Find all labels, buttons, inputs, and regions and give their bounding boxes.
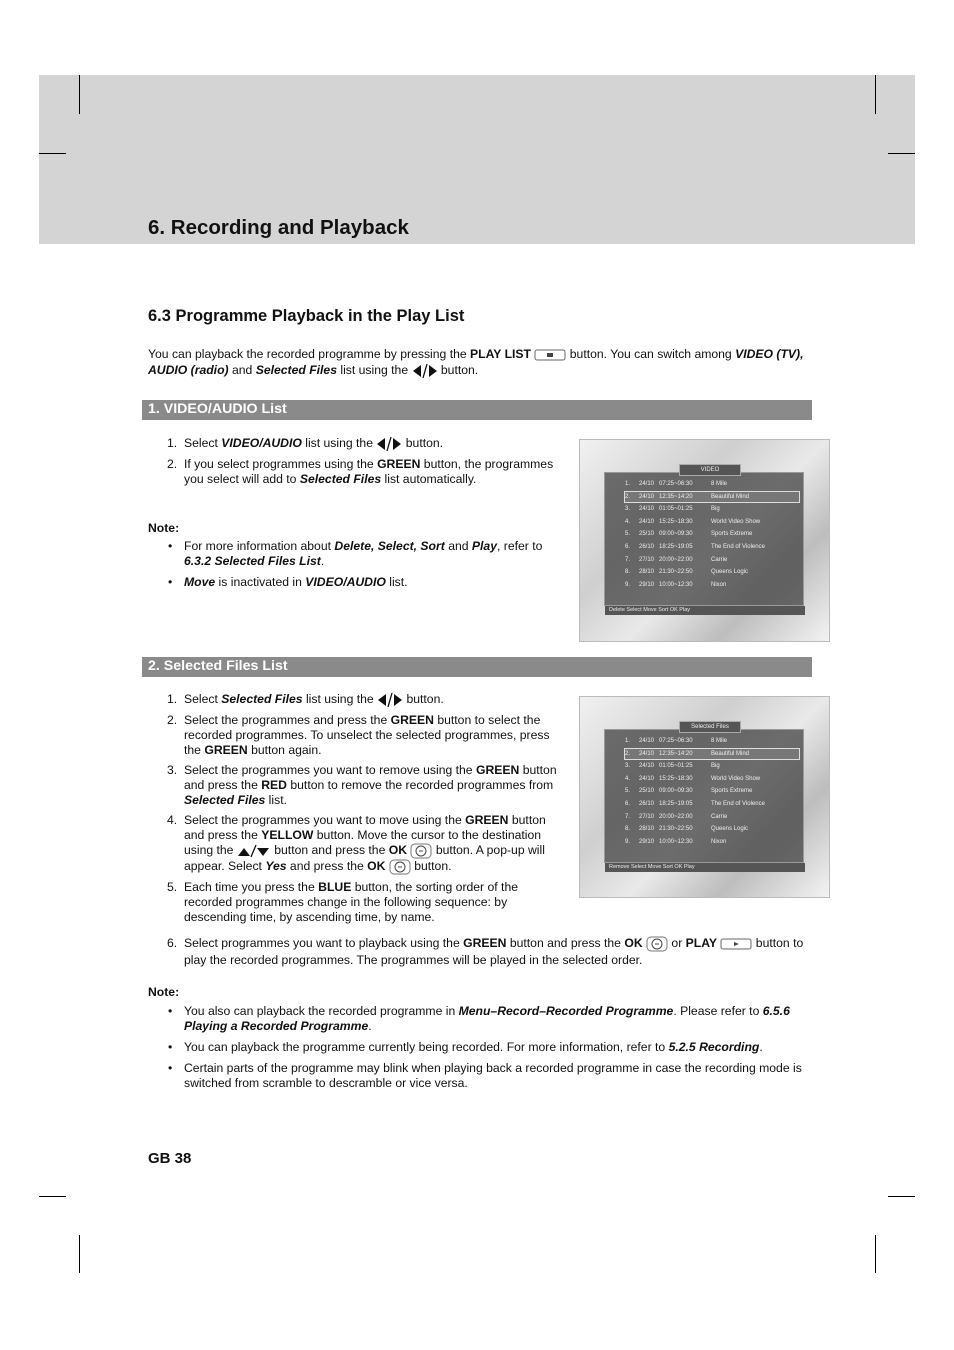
list-row[interactable] (625, 479, 799, 489)
row-n: 1. (625, 481, 631, 487)
video-audio-notes (148, 539, 558, 596)
row-time: 12:35~14:20 (659, 493, 693, 500)
row-date: 27/10 (639, 556, 655, 563)
list-row[interactable] (625, 504, 799, 514)
video-audio-steps (148, 436, 558, 492)
selected-files-notes (148, 1004, 828, 1097)
row-n: 2. (625, 493, 631, 500)
row-n: 4. (625, 518, 631, 525)
list-panel (604, 724, 804, 870)
list-row[interactable] (625, 555, 799, 565)
row-n: 1. (625, 738, 631, 744)
note-item: • You also can playback the recorded programme in Menu–Record–Recorded Programme. Please refer to 6.5.6 Playing a Recorded Programme. (168, 1004, 790, 1033)
list-row[interactable] (625, 812, 799, 822)
row-n: 6. (625, 544, 631, 550)
list-title: Selected Files (679, 721, 741, 733)
row-name: Carrie (711, 813, 728, 820)
row-date: 26/10 (639, 801, 655, 807)
up-down-arrow-icon (237, 844, 271, 858)
row-n: 5. (625, 531, 631, 538)
row-date: 24/10 (639, 518, 655, 525)
row-n: 4. (625, 775, 631, 782)
list-footer: Delete Select Move Sort OK Play (605, 606, 805, 615)
row-date: 24/10 (639, 750, 655, 757)
left-right-arrow-icon (412, 363, 438, 379)
row-n: 7. (625, 813, 631, 820)
row-name: Queens Logic (711, 826, 749, 833)
row-time: 20:00~22:00 (659, 813, 693, 820)
row-name: The End of Violence (711, 544, 765, 550)
row-date: 24/10 (639, 763, 655, 770)
row-name: Big (711, 763, 720, 770)
list-row[interactable] (625, 517, 799, 527)
row-n: 8. (625, 569, 631, 576)
row-name: World Video Show (711, 775, 761, 782)
row-date: 28/10 (639, 569, 655, 576)
list-row[interactable] (625, 736, 799, 746)
play-list-button-icon (534, 348, 566, 362)
list-row[interactable] (625, 749, 799, 759)
left-right-arrow-icon (376, 436, 402, 452)
ok-button-icon (410, 843, 432, 859)
row-date: 24/10 (639, 493, 655, 500)
row-time: 18:25~19:05 (659, 801, 693, 807)
row-time: 18:25~19:05 (659, 544, 693, 550)
row-name: Queens Logic (711, 569, 749, 576)
list-row[interactable] (625, 492, 799, 502)
row-date: 26/10 (639, 544, 655, 550)
row-n: 3. (625, 506, 631, 513)
selected-files-steps (148, 692, 560, 930)
note-item: • Move is inactivated in VIDEO/AUDIO list. (168, 575, 408, 589)
crop-mark (888, 153, 915, 154)
step-4: 4. Select the programmes you want to move using the GREEN button and press the YELLOW button. Move the cursor to the destination using the button and press the OK button. A pop-up will appear. Select Yes and press the OK button. (167, 813, 546, 874)
row-time: 09:00~09:30 (659, 531, 693, 538)
row-name: Big (711, 506, 720, 513)
row-time: 21:30~22:50 (659, 569, 693, 576)
row-n: 7. (625, 556, 631, 563)
row-date: 24/10 (639, 481, 655, 487)
list-row[interactable] (625, 542, 799, 552)
row-time: 07:25~06:30 (659, 738, 693, 744)
row-n: 6. (625, 801, 631, 807)
row-time: 12:35~14:20 (659, 750, 693, 757)
row-date: 25/10 (639, 788, 655, 795)
row-date: 27/10 (639, 813, 655, 820)
selected-files-screenshot (579, 696, 830, 898)
row-time: 01:05~01:25 (659, 506, 693, 513)
step-2: 2. Select the programmes and press the GREEN button to select the recorded programmes. To unselect the selected programmes, press the GREEN button again. (167, 713, 550, 757)
list-panel (604, 467, 804, 613)
row-date: 28/10 (639, 826, 655, 833)
page-number: GB 38 (148, 1150, 192, 1167)
list-row[interactable] (625, 837, 799, 847)
row-time: 10:00~12:30 (659, 581, 693, 588)
crop-mark (79, 75, 80, 114)
crop-mark (39, 1196, 66, 1197)
row-name: The End of Violence (711, 801, 765, 807)
list-row[interactable] (625, 761, 799, 771)
crop-mark (875, 75, 876, 114)
list-row[interactable] (625, 529, 799, 539)
list-title: VIDEO (679, 464, 741, 476)
row-name: Sports Extreme (711, 788, 753, 795)
row-date: 25/10 (639, 531, 655, 538)
row-name: 8 Mile (711, 481, 728, 487)
intro-paragraph: You can playback the recorded programme by pressing the PLAY LIST button. You can switch among VIDEO (TV), AUDIO (radio) and Selected Files list using the button. (148, 347, 804, 377)
crop-mark (875, 1235, 876, 1273)
step-6: 6. Select programmes you want to playback using the GREEN button and press the OK or PLAY button to play the recorded programmes. The programmes will be played in the selected order. (167, 936, 804, 967)
note-label: Note: (148, 985, 180, 999)
row-n: 9. (625, 838, 631, 845)
row-name: Nixon (711, 581, 727, 588)
row-n: 3. (625, 763, 631, 770)
row-n: 8. (625, 826, 631, 833)
note-item: • For more information about Delete, Select, Sort and Play, refer to 6.3.2 Selected Files List. (168, 539, 543, 568)
section-title: 6.3 Programme Playback in the Play List (148, 307, 465, 325)
step-2: 2. If you select programmes using the GREEN button, the programmes you select will add to Selected Files list automatically. (167, 457, 554, 486)
crop-mark (79, 1235, 80, 1273)
row-name: Sports Extreme (711, 531, 753, 538)
row-date: 24/10 (639, 506, 655, 513)
crop-mark (39, 153, 66, 154)
row-date: 29/10 (639, 581, 655, 588)
row-name: Beautiful Mind (711, 750, 750, 757)
note-label: Note: (148, 521, 180, 535)
note-item: • You can playback the programme currently being recorded. For more information, refer to 5.2.5 Recording. (168, 1040, 763, 1054)
row-time: 09:00~09:30 (659, 788, 693, 795)
step-1: 1. Select Selected Files list using the button. (167, 692, 444, 707)
list-row[interactable] (625, 824, 799, 834)
chapter-title: 6. Recording and Playback (148, 216, 409, 239)
step-3: 3. Select the programmes you want to remove using the GREEN button and press the RED button to remove the recorded programmes from Selected Files list. (167, 763, 557, 807)
row-name: 8 Mile (711, 738, 728, 744)
row-time: 20:00~22:00 (659, 556, 693, 563)
section-bar-selected-files: 2. Selected Files List (142, 657, 812, 677)
ok-button-icon (389, 859, 411, 875)
row-date: 29/10 (639, 838, 655, 845)
step-5: 5. Each time you press the BLUE button, the sorting order of the recorded programmes change in the following sequence: by descending time, by ascending time, by name. (167, 880, 518, 924)
row-date: 24/10 (639, 775, 655, 782)
list-row[interactable] (625, 567, 799, 577)
left-right-arrow-icon (377, 692, 403, 708)
row-name: Carrie (711, 556, 728, 563)
row-n: 5. (625, 788, 631, 795)
row-time: 15:25~18:30 (659, 518, 693, 525)
row-time: 15:25~18:30 (659, 775, 693, 782)
list-row[interactable] (625, 774, 799, 784)
list-row[interactable] (625, 786, 799, 796)
row-name: Nixon (711, 838, 727, 845)
section-bar-video-audio: 1. VIDEO/AUDIO List (142, 400, 812, 420)
row-n: 2. (625, 750, 631, 757)
list-row[interactable] (625, 799, 799, 809)
video-list-screenshot (579, 439, 830, 642)
play-button-icon (720, 937, 752, 951)
crop-mark (888, 1196, 915, 1197)
row-time: 01:05~01:25 (659, 763, 693, 770)
row-n: 9. (625, 581, 631, 588)
ok-button-icon (646, 936, 668, 952)
row-time: 10:00~12:30 (659, 838, 693, 845)
list-row[interactable] (625, 580, 799, 590)
list-footer: Remove Select Move Sort OK Play (605, 863, 805, 872)
row-name: World Video Show (711, 518, 761, 525)
row-time: 21:30~22:50 (659, 826, 693, 833)
note-item: • Certain parts of the programme may blink when playing back a recorded programme in case the recording mode is switched from scramble to descramble or vice versa. (168, 1061, 802, 1090)
row-name: Beautiful Mind (711, 493, 750, 500)
row-date: 24/10 (639, 738, 655, 744)
row-time: 07:25~06:30 (659, 481, 693, 487)
step-1: 1. Select VIDEO/AUDIO list using the button. (167, 436, 444, 451)
